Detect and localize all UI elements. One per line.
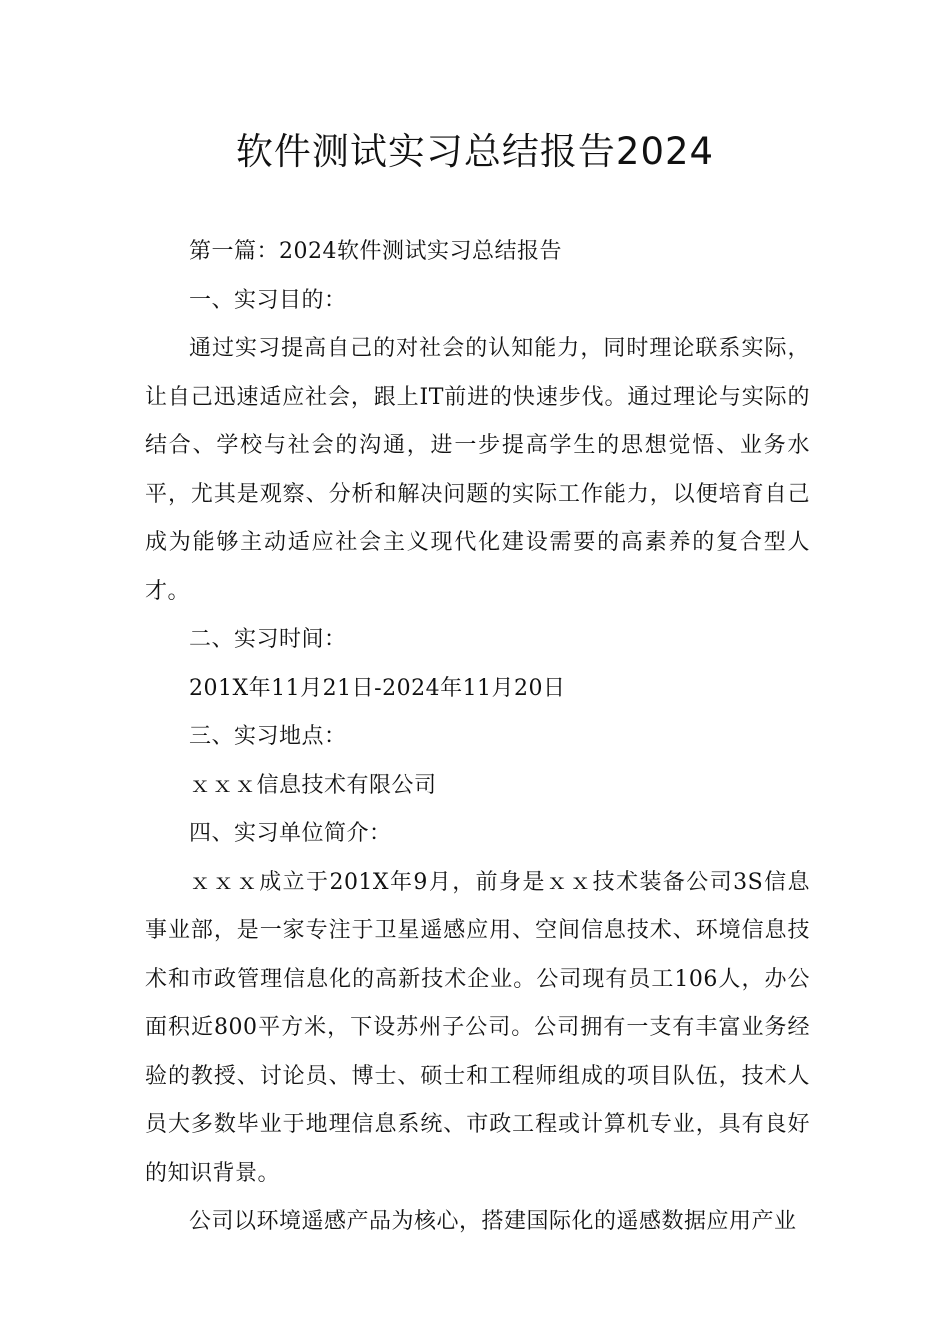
paragraph: 201X年11月21日-2024年11月20日 [189, 675, 566, 701]
section-heading: 第一篇：2024软件测试实习总结报告 [189, 239, 562, 264]
paragraph: ｘｘｘ信息技术有限公司 [189, 772, 437, 798]
document-body [145, 228, 810, 1247]
section-heading: 二、实习时间： [189, 627, 347, 652]
paragraph: 公司以环境遥感产品为核心，搭建国际化的遥感数据应用产业 [189, 1209, 797, 1234]
section-heading: 三、实习地点： [189, 724, 347, 749]
paragraph: 通过实习提高自己的对社会的认知能力，同时理论联系实际，让自己迅速适应社会，跟上IT前进的快速步伐。通过理论与实际的结合、学校与社会的沟通，进一步提高学生的思想觉悟、业务水平，尤其是观察、分析和解决问题的实际工作能力，以便培育自己成为能够主动适应社会主义现代化建设需要的高素养的复合型人才。 [145, 336, 810, 604]
paragraph: ｘｘｘ成立于201X年9月，前身是ｘｘ技术装备公司3S信息事业部，是一家专注于卫星遥感应用、空间信息技术、环境信息技术和市政管理信息化的高新技术企业。公司现有员工106人，办公面积近800平方米，下设苏州子公司。公司拥有一支有丰富业务经验的教授、讨论员、博士、硕士和工程师组成的项目队伍，技术人员大多数毕业于地理信息系统、市政工程或计算机专业，具有良好的知识背景。 [145, 869, 810, 1186]
document-title: 软件测试实习总结报告2024 [235, 130, 715, 173]
section-heading: 一、实习目的： [189, 287, 347, 313]
section-heading: 四、实习单位简介： [189, 821, 392, 846]
